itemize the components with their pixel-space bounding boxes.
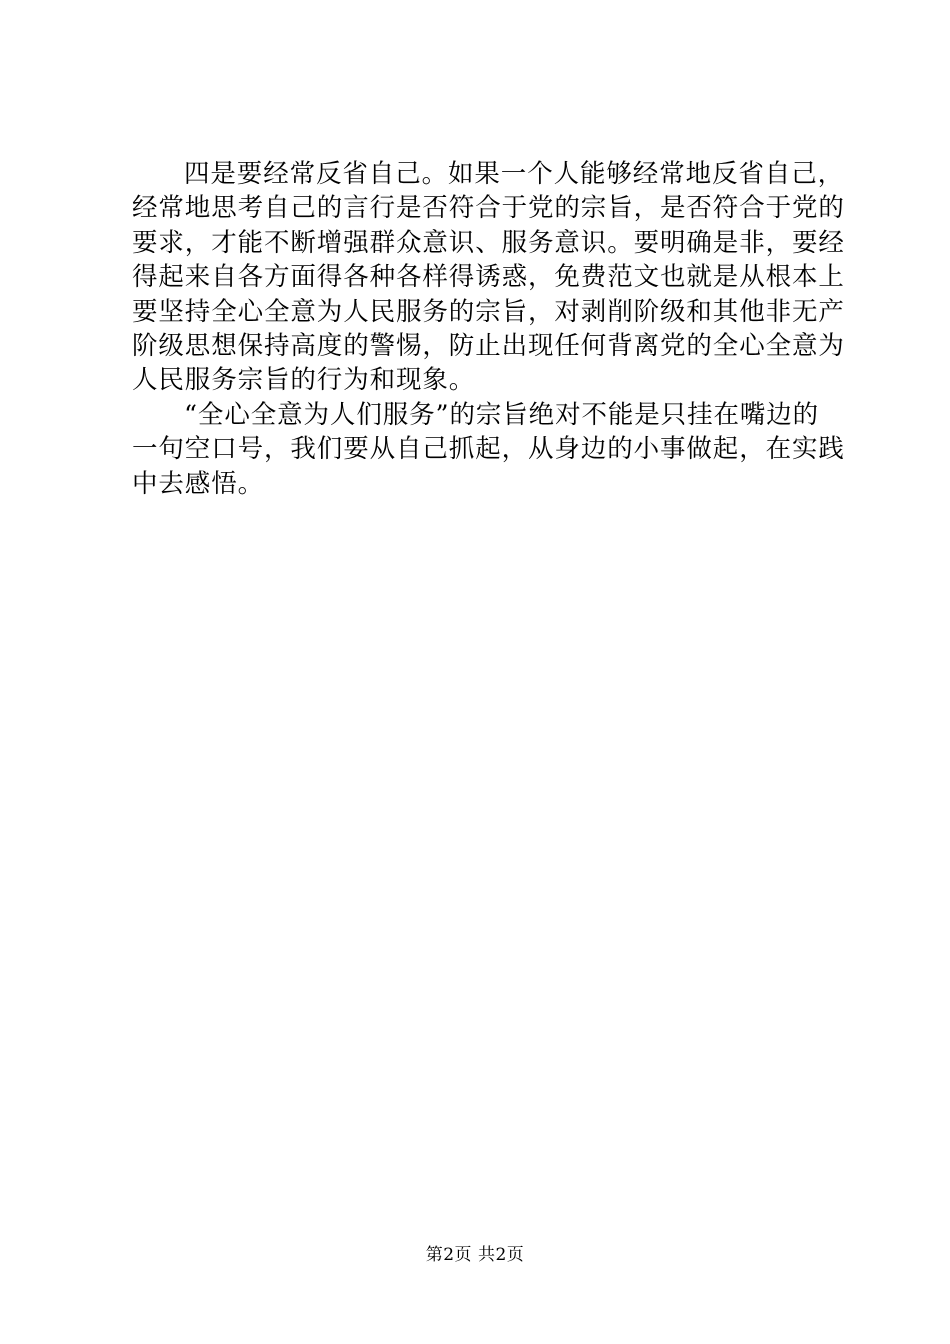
paragraph-1-line-3: 要求，才能不断增强群众意识、服务意识。要明确是非，要经 [132,227,845,258]
paragraph-1-line-7: 人民服务宗旨的行为和现象。 [132,365,476,396]
paragraph-2-line-1: “全心全意为人们服务”的宗旨绝对不能是只挂在嘴边的 [184,399,820,430]
paragraph-1-line-4: 得起来自各方面得各种各样得诱惑，免费范文也就是从根本上 [132,262,845,293]
paragraph-2-line-2: 一句空口号，我们要从自己抓起，从身边的小事做起，在实践 [132,434,845,465]
paragraph-1-line-1: 四是要经常反省自己。如果一个人能够经常地反省自己， [184,159,845,189]
paragraph-1-line-2: 经常地思考自己的言行是否符合于党的宗旨，是否符合于党的 [132,193,845,224]
paragraph-1-line-6: 阶级思想保持高度的警惕，防止出现任何背离党的全心全意为 [132,330,845,361]
paragraph-1-line-5: 要坚持全心全意为人民服务的宗旨，对剥削阶级和其他非无产 [132,296,845,327]
paragraph-2-line-3: 中去感悟。 [132,468,265,499]
page-number-footer: 第2页 共2页 [425,1245,525,1265]
body-text [132,157,845,501]
